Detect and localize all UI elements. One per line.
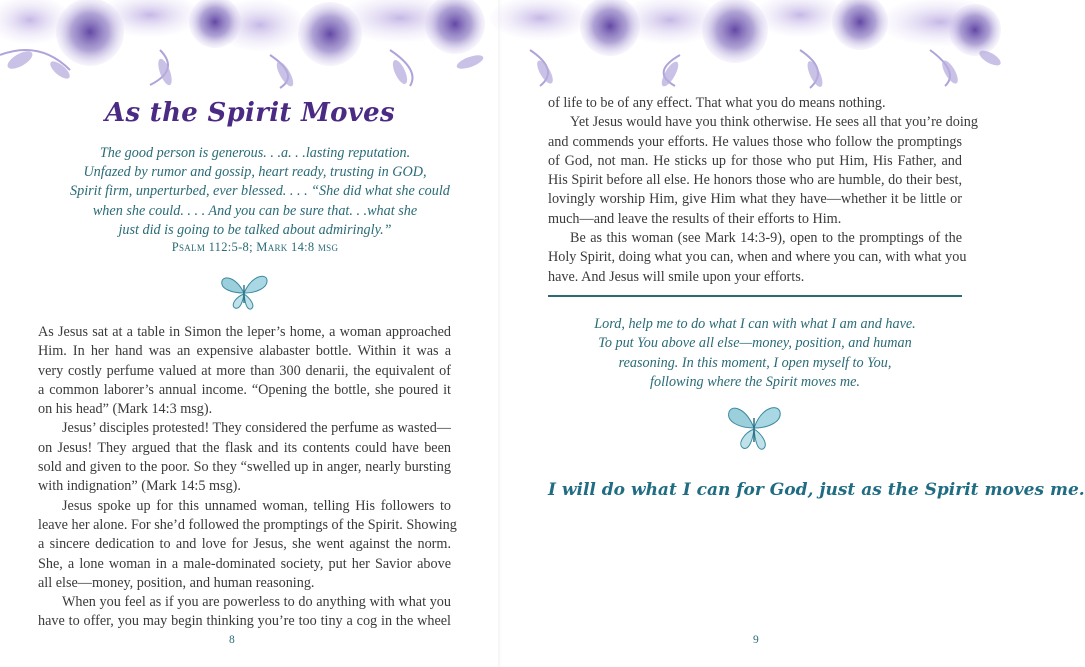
prayer-line: reasoning. In this moment, I open myself to You,	[618, 354, 892, 371]
body-line: She, a lone woman in a male-dominated society, put her Savior above	[38, 555, 451, 572]
body-text	[548, 94, 978, 287]
body-line: Yet Jesus would have you think otherwise. He sees all that you’re doing	[570, 114, 978, 131]
scripture-citation: Psalm 112:5-8; Mark 14:8 msg	[171, 240, 339, 254]
prayer	[548, 315, 962, 393]
body-line: and commends your efforts. He values those who follow the promptings	[548, 133, 962, 150]
epigraph-line: just did is going to be talked about admiringly.”	[118, 221, 392, 238]
body-line: Be as this woman (see Mark 14:3-9), open to the promptings of the	[570, 230, 962, 247]
body-line: a common laborer’s annual income. “Opening the bottle, she poured it	[38, 381, 451, 398]
body-line: Jesus spoke up for this unnamed woman, telling His followers to	[62, 497, 451, 514]
body-line: much—and leave the results of their efforts to Him.	[548, 210, 842, 227]
page-number: 8	[229, 634, 235, 646]
prayer-line: Lord, help me to do what I can with what I am and have.	[594, 316, 916, 332]
closing-statement: I will do what I can for God, just as the Spirit moves me.	[548, 480, 1085, 500]
epigraph-line: The good person is generous. . .a. . .lasting reputation.	[99, 145, 411, 161]
body-text	[38, 323, 457, 632]
body-line: on Jesus! They argued that the flask and its contents could have been	[38, 439, 451, 456]
floral-border-left	[0, 0, 500, 88]
body-line: Him. In her hand was an expensive alabaster bottle. Within it was a	[38, 343, 451, 360]
body-line: lovingly worship Him, give Him what they have—whether it be little or	[548, 191, 962, 208]
body-line: with indignation” (Mark 14:5 msg).	[38, 478, 241, 495]
body-line: on his head” (Mark 14:3 msg).	[38, 401, 213, 418]
body-line: a sincere dedication to and love for Jesus, she went against the norm.	[38, 536, 451, 553]
body-line: His Spirit before all else. He honors those who are humble, do their best,	[548, 172, 962, 189]
body-line: Holy Spirit, doing what you can, when and where you can, with what you	[548, 249, 967, 266]
body-line: have to offer, you may begin thinking you’re too tiny a cog in the wheel	[38, 613, 451, 630]
left-page	[0, 0, 500, 667]
body-line: As Jesus sat at a table in Simon the leper’s home, a woman approached	[38, 324, 451, 340]
page-title: As the Spirit Moves	[105, 98, 395, 128]
body-line: Jesus’ disciples protested! They considered the perfume as wasted—	[62, 420, 451, 437]
prayer-line: following where the Spirit moves me.	[650, 374, 860, 391]
epigraph	[70, 144, 450, 240]
body-line: of life to be of any effect. That what you do means nothing.	[548, 95, 886, 111]
body-line: very costly perfume valued at more than 300 denarii, the equivalent of	[38, 362, 451, 379]
body-line: When you feel as if you are powerless to do anything with what you	[62, 594, 451, 611]
epigraph-line: Spirit firm, unperturbed, ever blessed. . . . “She did what she could	[70, 183, 450, 200]
page-number: 9	[753, 634, 759, 646]
butterfly-icon	[218, 271, 270, 313]
epigraph-line: Unfazed by rumor and gossip, heart ready, trusting in GOD,	[83, 164, 427, 181]
body-line: leave her alone. For she’d followed the promptings of the Spirit. Showing	[38, 516, 457, 533]
body-line: sold and given to the poor. So they “swelled up in anger, nearly bursting	[38, 459, 451, 476]
body-line: of God, not man. He sticks up for those who put Him, His Father, and	[548, 152, 962, 169]
body-line: have. And Jesus will smile upon your efforts.	[548, 268, 805, 285]
right-page	[500, 0, 1085, 667]
divider-rule	[548, 295, 962, 297]
body-line: all else—money, position, and human reasoning.	[38, 574, 315, 591]
butterfly-icon	[724, 402, 784, 454]
epigraph-line: when she could. . . . And you can be sure that. . .what she	[92, 202, 418, 219]
prayer-line: To put You above all else—money, position, and human	[598, 335, 912, 352]
floral-border-right	[500, 0, 1000, 88]
